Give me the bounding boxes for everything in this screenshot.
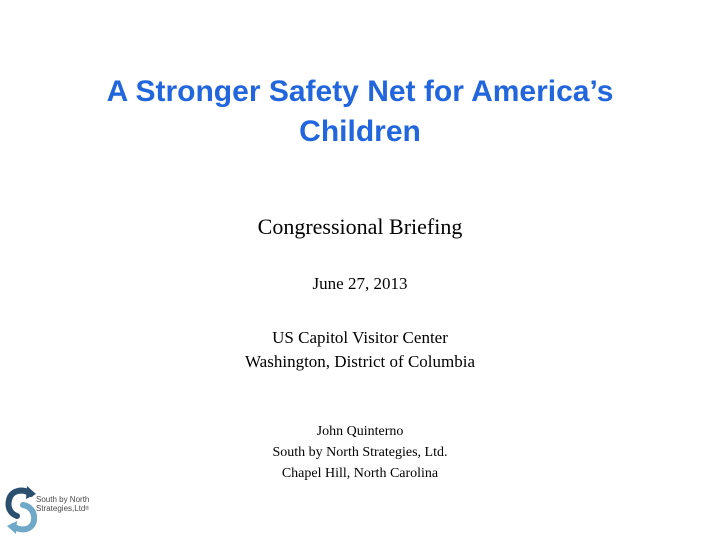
briefing-label: Congressional Briefing: [257, 214, 463, 239]
venue-city: Washington, District of Columbia: [245, 352, 475, 371]
logo-text-strategies: Strategies,Ltd: [36, 503, 86, 513]
presenter-organization: South by North Strategies, Ltd.: [272, 445, 448, 460]
circular-arrows-icon: [5, 484, 37, 536]
presenter-info: [60, 421, 660, 484]
logo-text-line-1: South by North: [36, 495, 90, 504]
venue: [60, 326, 660, 374]
slide-title-line-1: A Stronger Safety Net for America’s: [106, 75, 614, 108]
slide-title-line-2: Children: [299, 115, 421, 148]
presenter-location: Chapel Hill, North Carolina: [281, 466, 439, 481]
presenter-name: John Quinterno: [316, 424, 404, 439]
venue-name: US Capitol Visitor Center: [272, 328, 448, 347]
logo-wordmark: [36, 496, 89, 513]
slide-title: [40, 72, 680, 152]
briefing-date: June 27, 2013: [312, 274, 408, 293]
logo-text-line-2: [36, 505, 89, 514]
company-logo: [5, 484, 115, 536]
logo-registered-mark: ®: [85, 505, 90, 512]
